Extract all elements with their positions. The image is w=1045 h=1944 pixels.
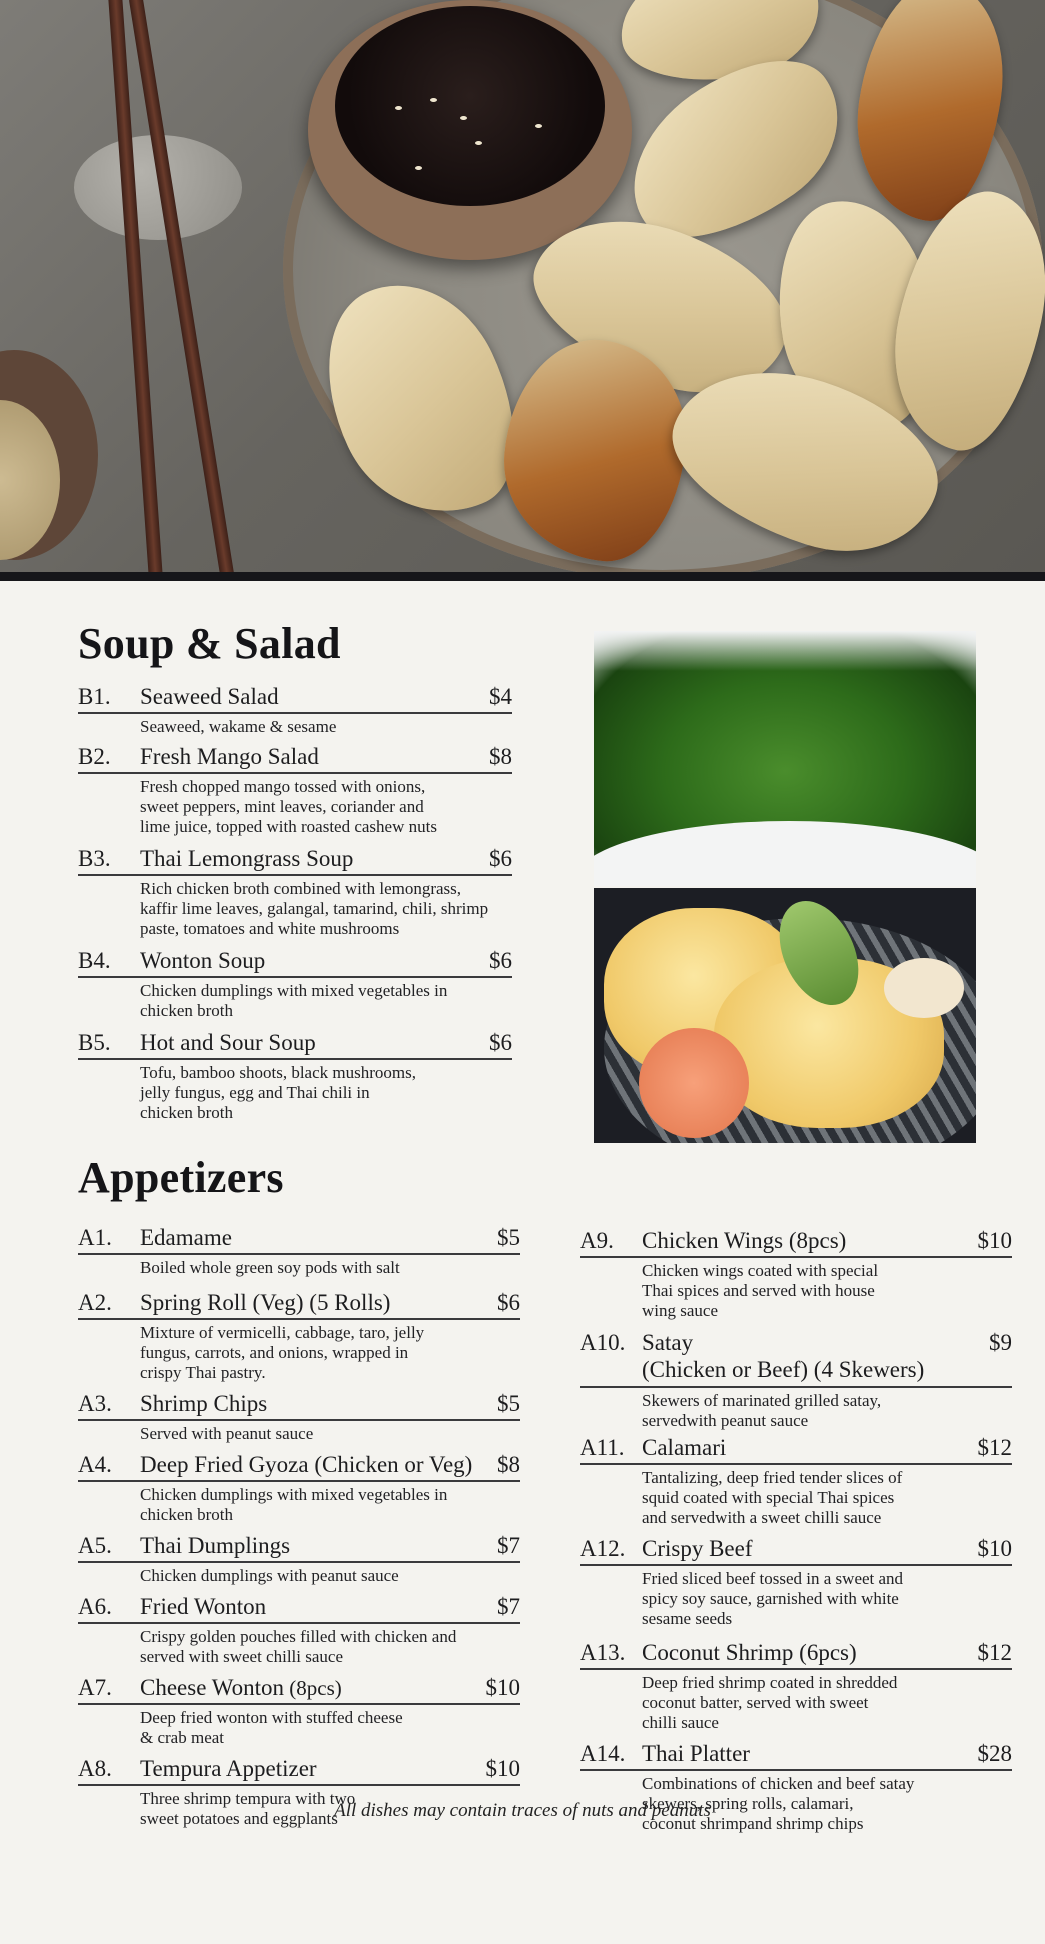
menu-item-name bbox=[140, 1452, 497, 1478]
menu-item-header bbox=[78, 948, 512, 974]
menu-item-underline bbox=[580, 1769, 1012, 1771]
menu-item-header bbox=[580, 1228, 1012, 1254]
menu-item-header bbox=[580, 1640, 1012, 1666]
menu-item bbox=[580, 1228, 1012, 1321]
menu-item-code: A7. bbox=[78, 1675, 112, 1700]
menu-item-name bbox=[140, 846, 489, 872]
menu-item-price: $8 bbox=[497, 1452, 520, 1477]
menu-item-code: A1. bbox=[78, 1225, 112, 1250]
menu-item-header bbox=[580, 1741, 1012, 1767]
menu-item-code: B5. bbox=[78, 1030, 111, 1055]
menu-item-underline bbox=[580, 1668, 1012, 1670]
menu-item-code: A11. bbox=[580, 1435, 625, 1460]
menu-item bbox=[78, 684, 512, 737]
menu-item-name bbox=[642, 1640, 978, 1666]
menu-item-code: B1. bbox=[78, 684, 111, 709]
appetizers-title: Appetizers bbox=[78, 1153, 284, 1202]
menu-item-name-text: Hot and Sour Soup bbox=[140, 1030, 316, 1055]
menu-item-underline bbox=[78, 874, 512, 876]
menu-item-underline bbox=[78, 1253, 520, 1255]
menu-item bbox=[78, 948, 512, 1021]
menu-item-price: $7 bbox=[497, 1594, 520, 1619]
menu-item-header bbox=[78, 1452, 520, 1478]
menu-item-underline bbox=[78, 1784, 520, 1786]
menu-item-code: A5. bbox=[78, 1533, 112, 1558]
menu-item-name-text: Chicken Wings (8pcs) bbox=[642, 1228, 847, 1253]
menu-item-name bbox=[140, 1675, 486, 1701]
menu-item-description: Chicken dumplings with mixed vegetables in chicken broth bbox=[140, 980, 448, 1020]
menu-item-underline bbox=[580, 1564, 1012, 1566]
hero-divider bbox=[0, 572, 1045, 581]
menu-item-description: Crispy golden pouches filled with chicken and served with sweet chilli sauce bbox=[140, 1626, 457, 1666]
menu-item bbox=[580, 1536, 1012, 1629]
menu-item-name bbox=[140, 1290, 497, 1316]
menu-item-price: $4 bbox=[489, 684, 512, 709]
menu-item-header bbox=[78, 1290, 520, 1316]
menu-item-code: A8. bbox=[78, 1756, 112, 1781]
allergen-footnote: All dishes may contain traces of nuts and peanuts bbox=[334, 1800, 711, 1821]
menu-item-description: Fried sliced beef tossed in a sweet and spicy soy sauce, garnished with white sesame seeds bbox=[642, 1568, 904, 1628]
menu-item-header bbox=[580, 1330, 1012, 1356]
menu-item-header bbox=[78, 684, 512, 710]
menu-item bbox=[78, 1225, 520, 1278]
menu-item bbox=[580, 1330, 1012, 1431]
menu-item-name-text: Coconut Shrimp (6pcs) bbox=[642, 1640, 857, 1665]
menu-item-code: A13. bbox=[580, 1640, 626, 1665]
menu-item-name-text: Crispy Beef bbox=[642, 1536, 753, 1561]
menu-item-underline bbox=[78, 1318, 520, 1320]
menu-item bbox=[78, 1533, 520, 1586]
menu-item-underline bbox=[78, 1703, 520, 1705]
menu-item-name bbox=[642, 1228, 978, 1254]
menu-item bbox=[78, 744, 512, 837]
menu-item-underline bbox=[580, 1256, 1012, 1258]
menu-item-name-text: Shrimp Chips bbox=[140, 1391, 268, 1416]
menu-item-underline bbox=[580, 1463, 1012, 1465]
menu-item-name bbox=[140, 1225, 497, 1251]
menu-item bbox=[78, 846, 512, 939]
menu-item-description: Fresh chopped mango tossed with onions, sweet peppers, mint leaves, coriander and lime juice, topped with roasted cashew nuts bbox=[140, 776, 437, 836]
menu-item bbox=[78, 1391, 520, 1444]
seaweed-salad-photo bbox=[594, 631, 976, 886]
menu-item-header bbox=[580, 1536, 1012, 1562]
menu-item-header bbox=[78, 744, 512, 770]
menu-item-name bbox=[642, 1435, 978, 1461]
menu-item-underline bbox=[78, 772, 512, 774]
menu-item-header bbox=[580, 1435, 1012, 1461]
menu-item-underline bbox=[78, 1561, 520, 1563]
menu-item-underline bbox=[78, 1622, 520, 1624]
menu-item-description: Deep fried shrimp coated in shredded coconut batter, served with sweet chilli sauce bbox=[642, 1672, 898, 1732]
tempura-photo bbox=[594, 888, 976, 1143]
menu-item-price: $10 bbox=[977, 1228, 1012, 1253]
menu-item-price: $9 bbox=[989, 1330, 1012, 1355]
menu-item-price: $8 bbox=[489, 744, 512, 769]
menu-item-name-text: Thai Lemongrass Soup bbox=[140, 846, 354, 871]
menu-item-name-text: Edamame bbox=[140, 1225, 232, 1250]
menu-item-description: Three shrimp tempura with two sweet potatoes and eggplants bbox=[140, 1788, 356, 1828]
menu-item-price: $12 bbox=[977, 1640, 1012, 1665]
menu-item bbox=[580, 1640, 1012, 1733]
menu-item-price: $6 bbox=[489, 1030, 512, 1055]
menu-item-price: $5 bbox=[497, 1225, 520, 1250]
soy-sauce bbox=[335, 6, 605, 206]
menu-item-code: A14. bbox=[580, 1741, 626, 1766]
menu-item-code: B3. bbox=[78, 846, 111, 871]
menu-item-code: A12. bbox=[580, 1536, 626, 1561]
menu-item-underline bbox=[78, 712, 512, 714]
menu-item-description: Chicken dumplings with peanut sauce bbox=[140, 1565, 399, 1585]
menu-item-price: $10 bbox=[485, 1756, 520, 1781]
menu-item-name bbox=[140, 1533, 497, 1559]
menu-item-price: $10 bbox=[977, 1536, 1012, 1561]
menu-item-underline bbox=[78, 1419, 520, 1421]
menu-item-underline bbox=[78, 1480, 520, 1482]
menu-item-name-text: Calamari bbox=[642, 1435, 727, 1460]
menu-item-name bbox=[642, 1330, 989, 1356]
menu-item-description: Deep fried wonton with stuffed cheese & crab meat bbox=[140, 1707, 403, 1747]
menu-item-code: A9. bbox=[580, 1228, 614, 1253]
soup-salad-title: Soup & Salad bbox=[78, 619, 341, 668]
menu-item-description: Tantalizing, deep fried tender slices of squid coated with special Thai spices and servedwith a sweet chilli sauce bbox=[642, 1467, 903, 1527]
menu-item-description: Mixture of vermicelli, cabbage, taro, jelly fungus, carrots, and onions, wrapped in crispy Thai pastry. bbox=[140, 1322, 425, 1382]
menu-item bbox=[78, 1594, 520, 1667]
menu-item-price: $6 bbox=[489, 948, 512, 973]
menu-item-code: A2. bbox=[78, 1290, 112, 1315]
menu-item-name-text: Fresh Mango Salad bbox=[140, 744, 319, 769]
menu-item-code: A4. bbox=[78, 1452, 112, 1477]
menu-item-underline bbox=[580, 1386, 1012, 1388]
menu-item-header bbox=[78, 1225, 520, 1251]
menu-item-name bbox=[140, 1391, 497, 1417]
menu-item-header bbox=[78, 1594, 520, 1620]
menu-item-code: A10. bbox=[580, 1330, 626, 1355]
menu-item-price: $6 bbox=[497, 1290, 520, 1315]
menu-item-code: A6. bbox=[78, 1594, 112, 1619]
menu-item bbox=[78, 1452, 520, 1525]
menu-item-name-text: Wonton Soup bbox=[140, 948, 266, 973]
menu-item-name-extra: (8pcs) bbox=[284, 1676, 342, 1700]
menu-item-name bbox=[140, 684, 489, 710]
menu-item-code: A3. bbox=[78, 1391, 112, 1416]
menu-item-description: Seaweed, wakame & sesame bbox=[140, 716, 337, 736]
menu-item-name-text: Fried Wonton bbox=[140, 1594, 267, 1619]
menu-item-code: B2. bbox=[78, 744, 111, 769]
menu-item-name bbox=[642, 1741, 978, 1767]
menu-item-name-text: Seaweed Salad bbox=[140, 684, 279, 709]
menu-item-description: Served with peanut sauce bbox=[140, 1423, 314, 1443]
menu-item-name-text: Tempura Appetizer bbox=[140, 1756, 317, 1781]
menu-item-price: $7 bbox=[497, 1533, 520, 1558]
menu-item-name bbox=[140, 1030, 489, 1056]
menu-item-name bbox=[140, 948, 489, 974]
menu-item-name bbox=[140, 744, 489, 770]
menu-item-price: $6 bbox=[489, 846, 512, 871]
menu-item-header bbox=[78, 1756, 520, 1782]
menu-item-header bbox=[78, 846, 512, 872]
menu-item-name-text: Spring Roll (Veg) (5 Rolls) bbox=[140, 1290, 391, 1315]
menu-item-name-text: Thai Dumplings bbox=[140, 1533, 291, 1558]
menu-item-header bbox=[78, 1533, 520, 1559]
menu-item-description: Combinations of chicken and beef satay skewers, spring rolls, calamari, coconut shrimpand shrimp chips bbox=[642, 1773, 915, 1833]
menu-item-underline bbox=[78, 976, 512, 978]
menu-item-name-text: Deep Fried Gyoza (Chicken or Veg) bbox=[140, 1452, 473, 1477]
menu-item-name bbox=[642, 1536, 978, 1562]
hero-dumplings-photo bbox=[0, 0, 1045, 572]
menu-item-description: Tofu, bamboo shoots, black mushrooms, jelly fungus, egg and Thai chili in chicken broth bbox=[140, 1062, 416, 1122]
menu-item-description: Rich chicken broth combined with lemongrass, kaffir lime leaves, galangal, tamarind, chili, shrimp paste, tomatoes and white mushrooms bbox=[140, 878, 489, 938]
menu-item-price: $12 bbox=[977, 1435, 1012, 1460]
menu-item-name bbox=[140, 1594, 497, 1620]
menu-item-price: $5 bbox=[497, 1391, 520, 1416]
menu-item-header bbox=[78, 1391, 520, 1417]
menu-item bbox=[78, 1675, 520, 1748]
menu-item bbox=[78, 1290, 520, 1383]
menu-item-name bbox=[140, 1756, 486, 1782]
menu-item bbox=[580, 1435, 1012, 1528]
menu-item-header bbox=[78, 1030, 512, 1056]
menu-item-header bbox=[78, 1675, 520, 1701]
menu-item-name-line2: (Chicken or Beef) (4 Skewers) bbox=[642, 1357, 925, 1382]
menu-item-code: B4. bbox=[78, 948, 111, 973]
menu-item-description: Chicken dumplings with mixed vegetables in chicken broth bbox=[140, 1484, 448, 1524]
menu-item-name-text: Cheese Wonton bbox=[140, 1675, 285, 1700]
menu-item-price: $10 bbox=[485, 1675, 520, 1700]
menu-item-description: Skewers of marinated grilled satay, servedwith peanut sauce bbox=[642, 1390, 882, 1430]
menu-item-underline bbox=[78, 1058, 512, 1060]
menu-item-description: Boiled whole green soy pods with salt bbox=[140, 1257, 400, 1277]
menu-item-name-text: Satay bbox=[642, 1330, 694, 1355]
menu-item-name-text: Thai Platter bbox=[642, 1741, 750, 1766]
menu-item-price: $28 bbox=[977, 1741, 1012, 1766]
menu-item-description: Chicken wings coated with special Thai spices and served with house wing sauce bbox=[642, 1260, 879, 1320]
menu-item bbox=[78, 1030, 512, 1123]
